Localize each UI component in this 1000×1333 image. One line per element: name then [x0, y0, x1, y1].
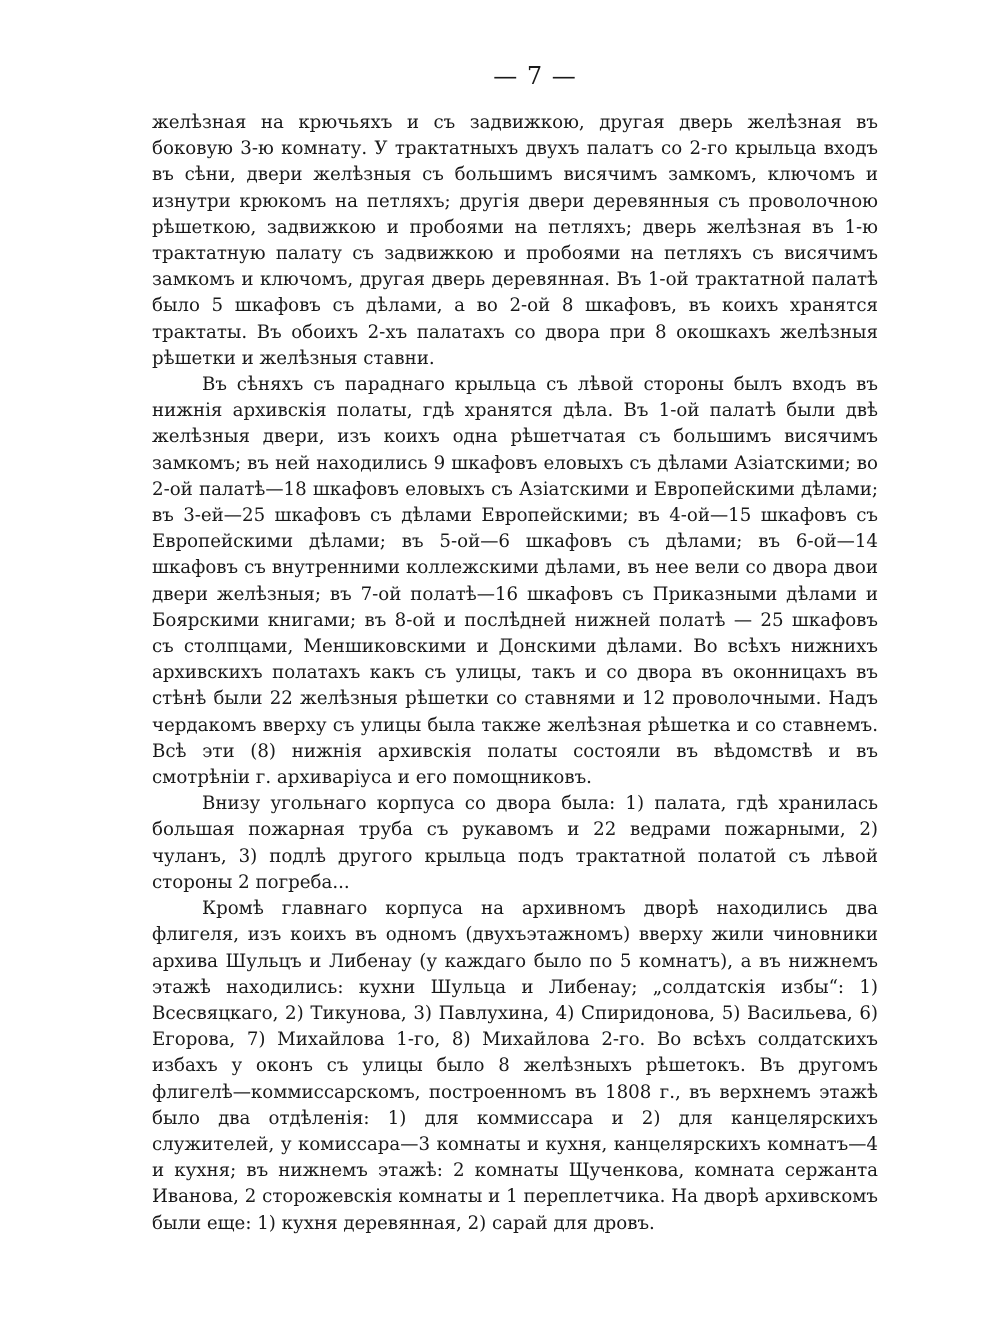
paragraph-2: Въ сѣняхъ съ параднаго крыльца съ лѣвой стороны былъ входъ въ нижнія архивскія полаты, гдѣ хранятся дѣла. Въ 1-ой палатѣ были двѣ желѣзныя двери, изъ коихъ одна рѣшетчатая съ большимъ висячимъ замкомъ; въ ней находились 9 шкафовъ еловыхъ съ дѣлами Азіатскими; во 2-ой палатѣ—18 шкафовъ еловыхъ съ Азіатскими и Европейскими дѣлами; въ 3-ей—25 шкафовъ съ дѣлами Европейскими; въ 4-ой—15 шкафовъ съ Европейскими дѣлами; въ 5-ой—6 шкафовъ съ дѣлами; въ 6-ой—14 шкафовъ съ внутренними коллежскими дѣлами, въ нее вели со двора двои двери желѣзныя; въ 7-ой полатѣ—16 шкафовъ съ Приказными дѣлами и Боярскими книгами; въ 8-ой и послѣдней нижней полатѣ — 25 шкафовъ съ столпцами, Меншиковскими и Донскими дѣлами. Во всѣхъ нижнихъ архивскихъ полатахъ какъ съ улицы, такъ и со двора въ оконницахъ въ стѣнѣ были 22 желѣзныя рѣшетки со ставнями и 12 проволочными. Надъ чердакомъ вверху съ улицы была также желѣзная рѣшетка и со ставнемъ. Всѣ эти (8) нижнія архивскія полаты состояли въ вѣдомствѣ и въ смотрѣніи г. архиваріуса и его помощниковъ.	[152, 374, 878, 789]
document-page	[152, 62, 878, 1237]
page-number: — 7 —	[493, 62, 577, 90]
paragraph-1: желѣзная на крючьяхъ и съ задвижкою, другая дверь желѣзная въ боковую 3-ю комнату. У трактатныхъ двухъ палатъ со 2-го крыльца входъ въ сѣни, двери желѣзныя съ большимъ висячимъ замкомъ, ключомъ и изнутри крюкомъ на петляхъ; другія двери деревянныя съ проволочною рѣшеткою, задвижкою и пробоями на петляхъ; дверь желѣзная въ 1-ю трактатную палату съ задвижкою и пробоями на петляхъ съ висячимъ замкомъ и ключомъ, другая дверь деревянная. Въ 1-ой трактатной палатѣ было 5 шкафовъ съ дѣлами, а во 2-ой 8 шкафовъ, въ коихъ хранятся трактаты. Въ обоихъ 2-хъ палатахъ со двора при 8 окошкахъ желѣзныя рѣшетки и желѣзныя ставни.	[152, 112, 878, 369]
paragraph-3: Внизу угольнаго корпуса со двора была: 1) палата, гдѣ хранилась большая пожарная труба съ рукавомъ и 22 ведрами пожарными, 2) чуланъ, 3) подлѣ другого крыльца подъ трактатной полатой съ лѣвой стороны 2 погреба...	[152, 793, 878, 893]
paragraph-4: Кромѣ главнаго корпуса на архивномъ дворѣ находились два флигеля, изъ коихъ въ одномъ (двухъэтажномъ) вверху жили чиновники архива Шульцъ и Либенау (у каждаго было по 5 комнатъ), а въ нижнемъ этажѣ находились: кухни Шульца и Либенау; „солдатскія избы“: 1) Всесвяцкаго, 2) Тикунова, 3) Павлухина, 4) Спиридонова, 5) Васильева, 6) Егорова, 7) Михайлова 1-го, 8) Михайлова 2-го. Во всѣхъ солдатскихъ избахъ у оконъ съ улицы было 8 желѣзныхъ рѣшетокъ. Въ другомъ флигелѣ—коммиссарскомъ, построенномъ въ 1808 г., въ верхнемъ этажѣ было два отдѣленія: 1) для коммиссара и 2) для канцелярскихъ служителей, у комиссара—3 комнаты и кухня, канцелярскихъ комнатъ—4 и кухня; въ нижнемъ этажѣ: 2 комнаты Щученкова, комната сержанта Иванова, 2 сторожевскія комнаты и 1 переплетчика. На дворѣ архивскомъ были еще: 1) кухня деревянная, 2) сарай для дровъ.	[152, 898, 878, 1234]
